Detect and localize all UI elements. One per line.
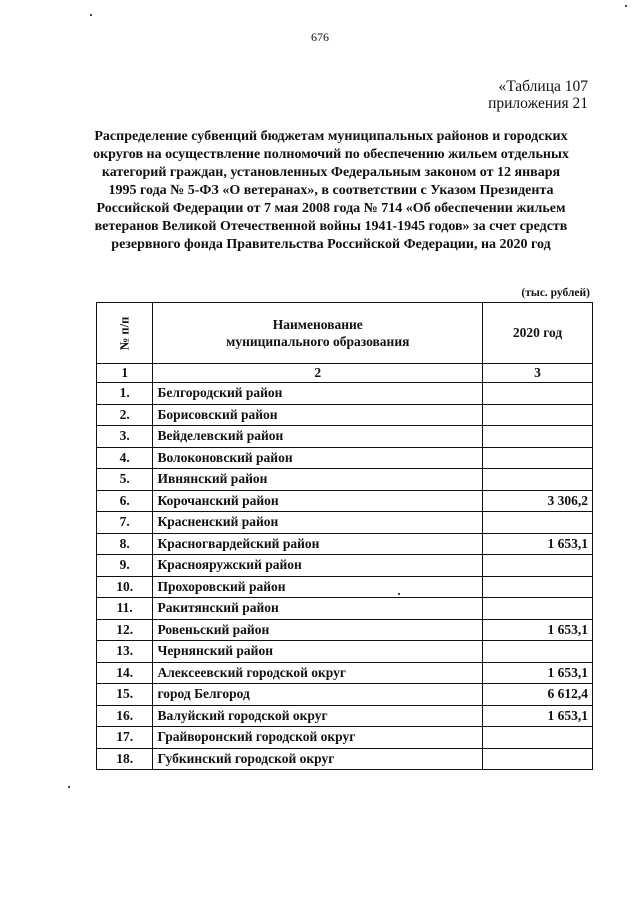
column-index-row xyxy=(97,364,593,383)
row-number: 8. xyxy=(97,533,153,555)
appendix-reference xyxy=(488,78,588,112)
table-row xyxy=(97,533,593,555)
table-row xyxy=(97,512,593,534)
row-municipality: город Белгород xyxy=(153,684,483,706)
table-row xyxy=(97,404,593,426)
row-number: 5. xyxy=(97,469,153,491)
table-row xyxy=(97,598,593,620)
row-amount xyxy=(483,598,593,620)
table-row xyxy=(97,705,593,727)
row-amount xyxy=(483,469,593,491)
row-municipality: Корочанский район xyxy=(153,490,483,512)
row-municipality: Валуйский городской округ xyxy=(153,705,483,727)
row-municipality: Ракитянский район xyxy=(153,598,483,620)
column-index: 3 xyxy=(483,364,593,383)
row-amount xyxy=(483,512,593,534)
table-row xyxy=(97,469,593,491)
header-name-line1: Наименование xyxy=(272,317,363,332)
table-row xyxy=(97,383,593,405)
table-row xyxy=(97,426,593,448)
scan-speck xyxy=(398,593,400,595)
row-number: 15. xyxy=(97,684,153,706)
column-index: 2 xyxy=(153,364,483,383)
row-amount xyxy=(483,404,593,426)
header-name xyxy=(153,303,483,364)
document-title: Распределение субвенций бюджетам муниципальных районов и городских округов на осуществление полномочий по обеспечению жильем отдельных категорий граждан, установленных Федеральным законом от 12 января 1995 года № 5-ФЗ «О ветеранах», в соответствии с Указом Президента Российской Федерации от 7 мая 2008 года № 714 «Об обеспечении жильем ветеранов Великой Отечественной войны 1941-1945 годов» за счет средств резервного фонда Правительства Российской Федерации, на 2020 год xyxy=(93,129,569,252)
row-number: 4. xyxy=(97,447,153,469)
row-number: 2. xyxy=(97,404,153,426)
table-row xyxy=(97,727,593,749)
row-amount xyxy=(483,641,593,663)
row-amount: 6 612,4 xyxy=(483,684,593,706)
row-amount xyxy=(483,426,593,448)
row-number: 10. xyxy=(97,576,153,598)
row-number: 7. xyxy=(97,512,153,534)
row-municipality: Волоконовский район xyxy=(153,447,483,469)
row-amount: 1 653,1 xyxy=(483,662,593,684)
row-amount: 3 306,2 xyxy=(483,490,593,512)
row-municipality: Ровеньский район xyxy=(153,619,483,641)
row-municipality: Губкинский городской округ xyxy=(153,748,483,770)
row-municipality: Белгородский район xyxy=(153,383,483,405)
appendix-table-label: «Таблица 107 xyxy=(498,78,588,95)
table-row xyxy=(97,748,593,770)
row-municipality: Алексеевский городской округ xyxy=(153,662,483,684)
row-number: 3. xyxy=(97,426,153,448)
row-number: 16. xyxy=(97,705,153,727)
header-number-label: № п/п xyxy=(117,316,132,351)
scan-speck xyxy=(90,14,92,16)
table-row xyxy=(97,662,593,684)
row-amount: 1 653,1 xyxy=(483,533,593,555)
unit-label: (тыс. рублей) xyxy=(521,287,590,299)
row-municipality: Чернянский район xyxy=(153,641,483,663)
row-number: 12. xyxy=(97,619,153,641)
row-number: 18. xyxy=(97,748,153,770)
row-municipality: Вейделевский район xyxy=(153,426,483,448)
scan-speck xyxy=(625,5,627,7)
row-amount: 1 653,1 xyxy=(483,705,593,727)
row-municipality: Красненский район xyxy=(153,512,483,534)
table-row xyxy=(97,619,593,641)
row-amount xyxy=(483,447,593,469)
header-name-line2: муниципального образования xyxy=(226,334,410,349)
row-amount xyxy=(483,727,593,749)
table-row xyxy=(97,576,593,598)
scan-speck xyxy=(68,786,70,788)
table-row xyxy=(97,555,593,577)
row-municipality: Прохоровский район xyxy=(153,576,483,598)
row-number: 13. xyxy=(97,641,153,663)
row-amount xyxy=(483,748,593,770)
table-header-row xyxy=(97,303,593,364)
header-year: 2020 год xyxy=(483,303,593,364)
row-amount xyxy=(483,576,593,598)
header-number xyxy=(97,303,153,364)
row-municipality: Грайворонский городской округ xyxy=(153,727,483,749)
row-municipality: Борисовский район xyxy=(153,404,483,426)
row-municipality: Красногвардейский район xyxy=(153,533,483,555)
table-row xyxy=(97,447,593,469)
row-municipality: Краснояружский район xyxy=(153,555,483,577)
column-index: 1 xyxy=(97,364,153,383)
appendix-annex-label: приложения 21 xyxy=(488,95,588,112)
row-number: 17. xyxy=(97,727,153,749)
table-row xyxy=(97,490,593,512)
row-number: 9. xyxy=(97,555,153,577)
page-number: 676 xyxy=(311,30,329,44)
row-number: 11. xyxy=(97,598,153,620)
row-municipality: Ивнянский район xyxy=(153,469,483,491)
subvention-table xyxy=(96,302,593,770)
table-row xyxy=(97,684,593,706)
table-body xyxy=(97,383,593,770)
row-number: 14. xyxy=(97,662,153,684)
row-amount: 1 653,1 xyxy=(483,619,593,641)
row-number: 6. xyxy=(97,490,153,512)
row-amount xyxy=(483,555,593,577)
row-amount xyxy=(483,383,593,405)
table-row xyxy=(97,641,593,663)
row-number: 1. xyxy=(97,383,153,405)
